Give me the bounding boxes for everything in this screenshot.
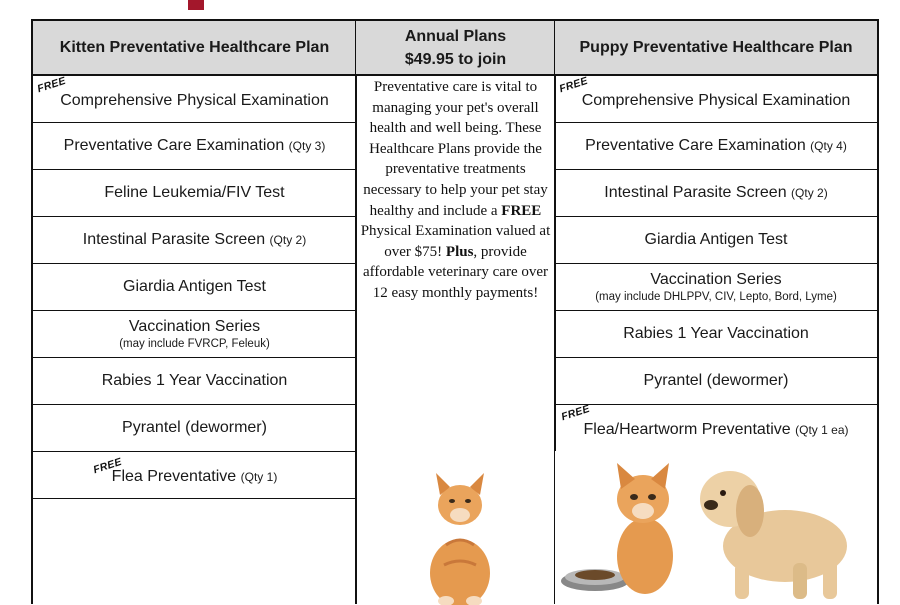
plan-item-label: Flea Preventative: [111, 468, 237, 485]
plan-item-row: [33, 264, 356, 311]
kitten-plan-title: Kitten Preventative Healthcare Plan: [33, 21, 356, 76]
plan-item-label: Feline Leukemia/FIV Test: [104, 184, 285, 201]
plan-item-row: [33, 123, 356, 170]
plan-item-row: [33, 76, 356, 123]
plan-item-quantity: (Qty 4): [810, 139, 847, 153]
plan-item-label: Comprehensive Physical Examination: [60, 92, 329, 109]
plus-emphasis: Plus: [445, 243, 474, 260]
plan-item-line: [64, 137, 326, 155]
kitten-plan-items: [33, 76, 356, 499]
plan-item-label: Pyrantel (dewormer): [122, 419, 267, 436]
plan-item-row: [555, 311, 877, 358]
plan-item-line: [585, 137, 847, 155]
plan-item-line: [650, 271, 781, 289]
plan-item-line: [129, 318, 260, 336]
puppy-plan-title: Puppy Preventative Healthcare Plan: [555, 21, 877, 76]
kitten-plan-column: [33, 21, 356, 604]
annual-plans-price: $49.95 to join: [404, 50, 507, 68]
plan-item-line: [644, 372, 789, 390]
plan-item-row: [555, 217, 877, 264]
free-tag: FREE: [35, 74, 68, 96]
annual-plans-header: [356, 21, 555, 76]
plan-item-line: [122, 419, 267, 437]
plan-item-label: Giardia Antigen Test: [123, 278, 266, 295]
plan-item-line: [582, 92, 851, 110]
plan-item-line: [623, 325, 809, 343]
plan-item-quantity: (Qty 2): [269, 233, 307, 247]
puppy-plan-column: [555, 21, 877, 604]
kitten-looking-up-photo: [416, 465, 506, 605]
plan-item-label: Flea/Heartworm Preventative: [583, 421, 791, 438]
plan-item-row: [33, 311, 356, 358]
plan-item-line: [102, 372, 288, 390]
plan-item-row: [555, 402, 877, 452]
plan-item-line: [60, 92, 329, 110]
plan-item-line: [112, 468, 278, 486]
plan-item-line: [584, 421, 849, 439]
plan-item-row: [33, 452, 356, 499]
kitten-and-puppy-photo: [555, 451, 877, 604]
description-part-1: Preventative care is vital to managing your pet's overall health and well being. These Healthcare Plans provide the preventative treatments necessary to help your pet stay healthy and include a: [363, 79, 548, 219]
description-part-2: Physical Examination valued at over $75!: [360, 223, 551, 260]
plan-item-quantity: (Qty 2): [791, 186, 828, 200]
plan-item-line: [604, 184, 827, 202]
plan-item-row: [555, 170, 877, 217]
free-tag: FREE: [557, 74, 590, 96]
plan-item-quantity: (Qty 1): [240, 470, 278, 484]
plan-item-row: [33, 170, 356, 217]
free-tag: FREE: [91, 455, 124, 477]
healthcare-plans-table: [31, 19, 879, 604]
plan-item-label: Giardia Antigen Test: [644, 231, 788, 248]
plan-item-note: (may include DHLPPV, CIV, Lepto, Bord, Lyme): [595, 291, 837, 303]
plan-item-row: [555, 264, 877, 311]
plan-item-row: [33, 217, 356, 264]
plan-item-label: Preventative Care Examination: [585, 137, 806, 154]
free-tag: FREE: [559, 402, 592, 424]
plan-item-label: Vaccination Series: [128, 318, 261, 335]
plan-item-note: (may include FVRCP, Feleuk): [119, 338, 270, 350]
plan-item-line: [104, 184, 284, 202]
annual-plans-title: Annual Plans: [404, 27, 507, 45]
plan-item-label: Pyrantel (dewormer): [643, 372, 789, 389]
plan-item-label: Intestinal Parasite Screen: [82, 231, 266, 248]
plan-item-quantity: (Qty 1 ea): [795, 423, 849, 437]
plan-item-label: Intestinal Parasite Screen: [604, 184, 787, 201]
plan-item-row: [33, 405, 356, 452]
description-part-3: , provide affordable veterinary care over 12 easy monthly payments!: [362, 243, 549, 301]
plan-item-label: Comprehensive Physical Examination: [581, 92, 851, 109]
free-emphasis: FREE: [501, 202, 542, 219]
plan-item-label: Vaccination Series: [650, 271, 782, 288]
plan-item-label: Rabies 1 Year Vaccination: [623, 325, 809, 342]
plan-item-label: Preventative Care Examination: [63, 137, 285, 154]
brand-logo-mark: [188, 0, 204, 10]
plan-item-row: [33, 358, 356, 405]
plan-item-row: [555, 358, 877, 405]
puppy-plan-items: [555, 76, 877, 452]
annual-plans-column: [356, 21, 555, 604]
plan-item-line: [83, 231, 306, 249]
plan-item-label: Rabies 1 Year Vaccination: [101, 372, 288, 389]
plan-item-row: [555, 76, 877, 123]
plan-item-line: [645, 231, 788, 249]
plan-item-quantity: (Qty 3): [288, 139, 326, 153]
plan-item-row: [555, 123, 877, 170]
annual-plans-description: [358, 77, 553, 304]
plan-item-line: [123, 278, 266, 296]
